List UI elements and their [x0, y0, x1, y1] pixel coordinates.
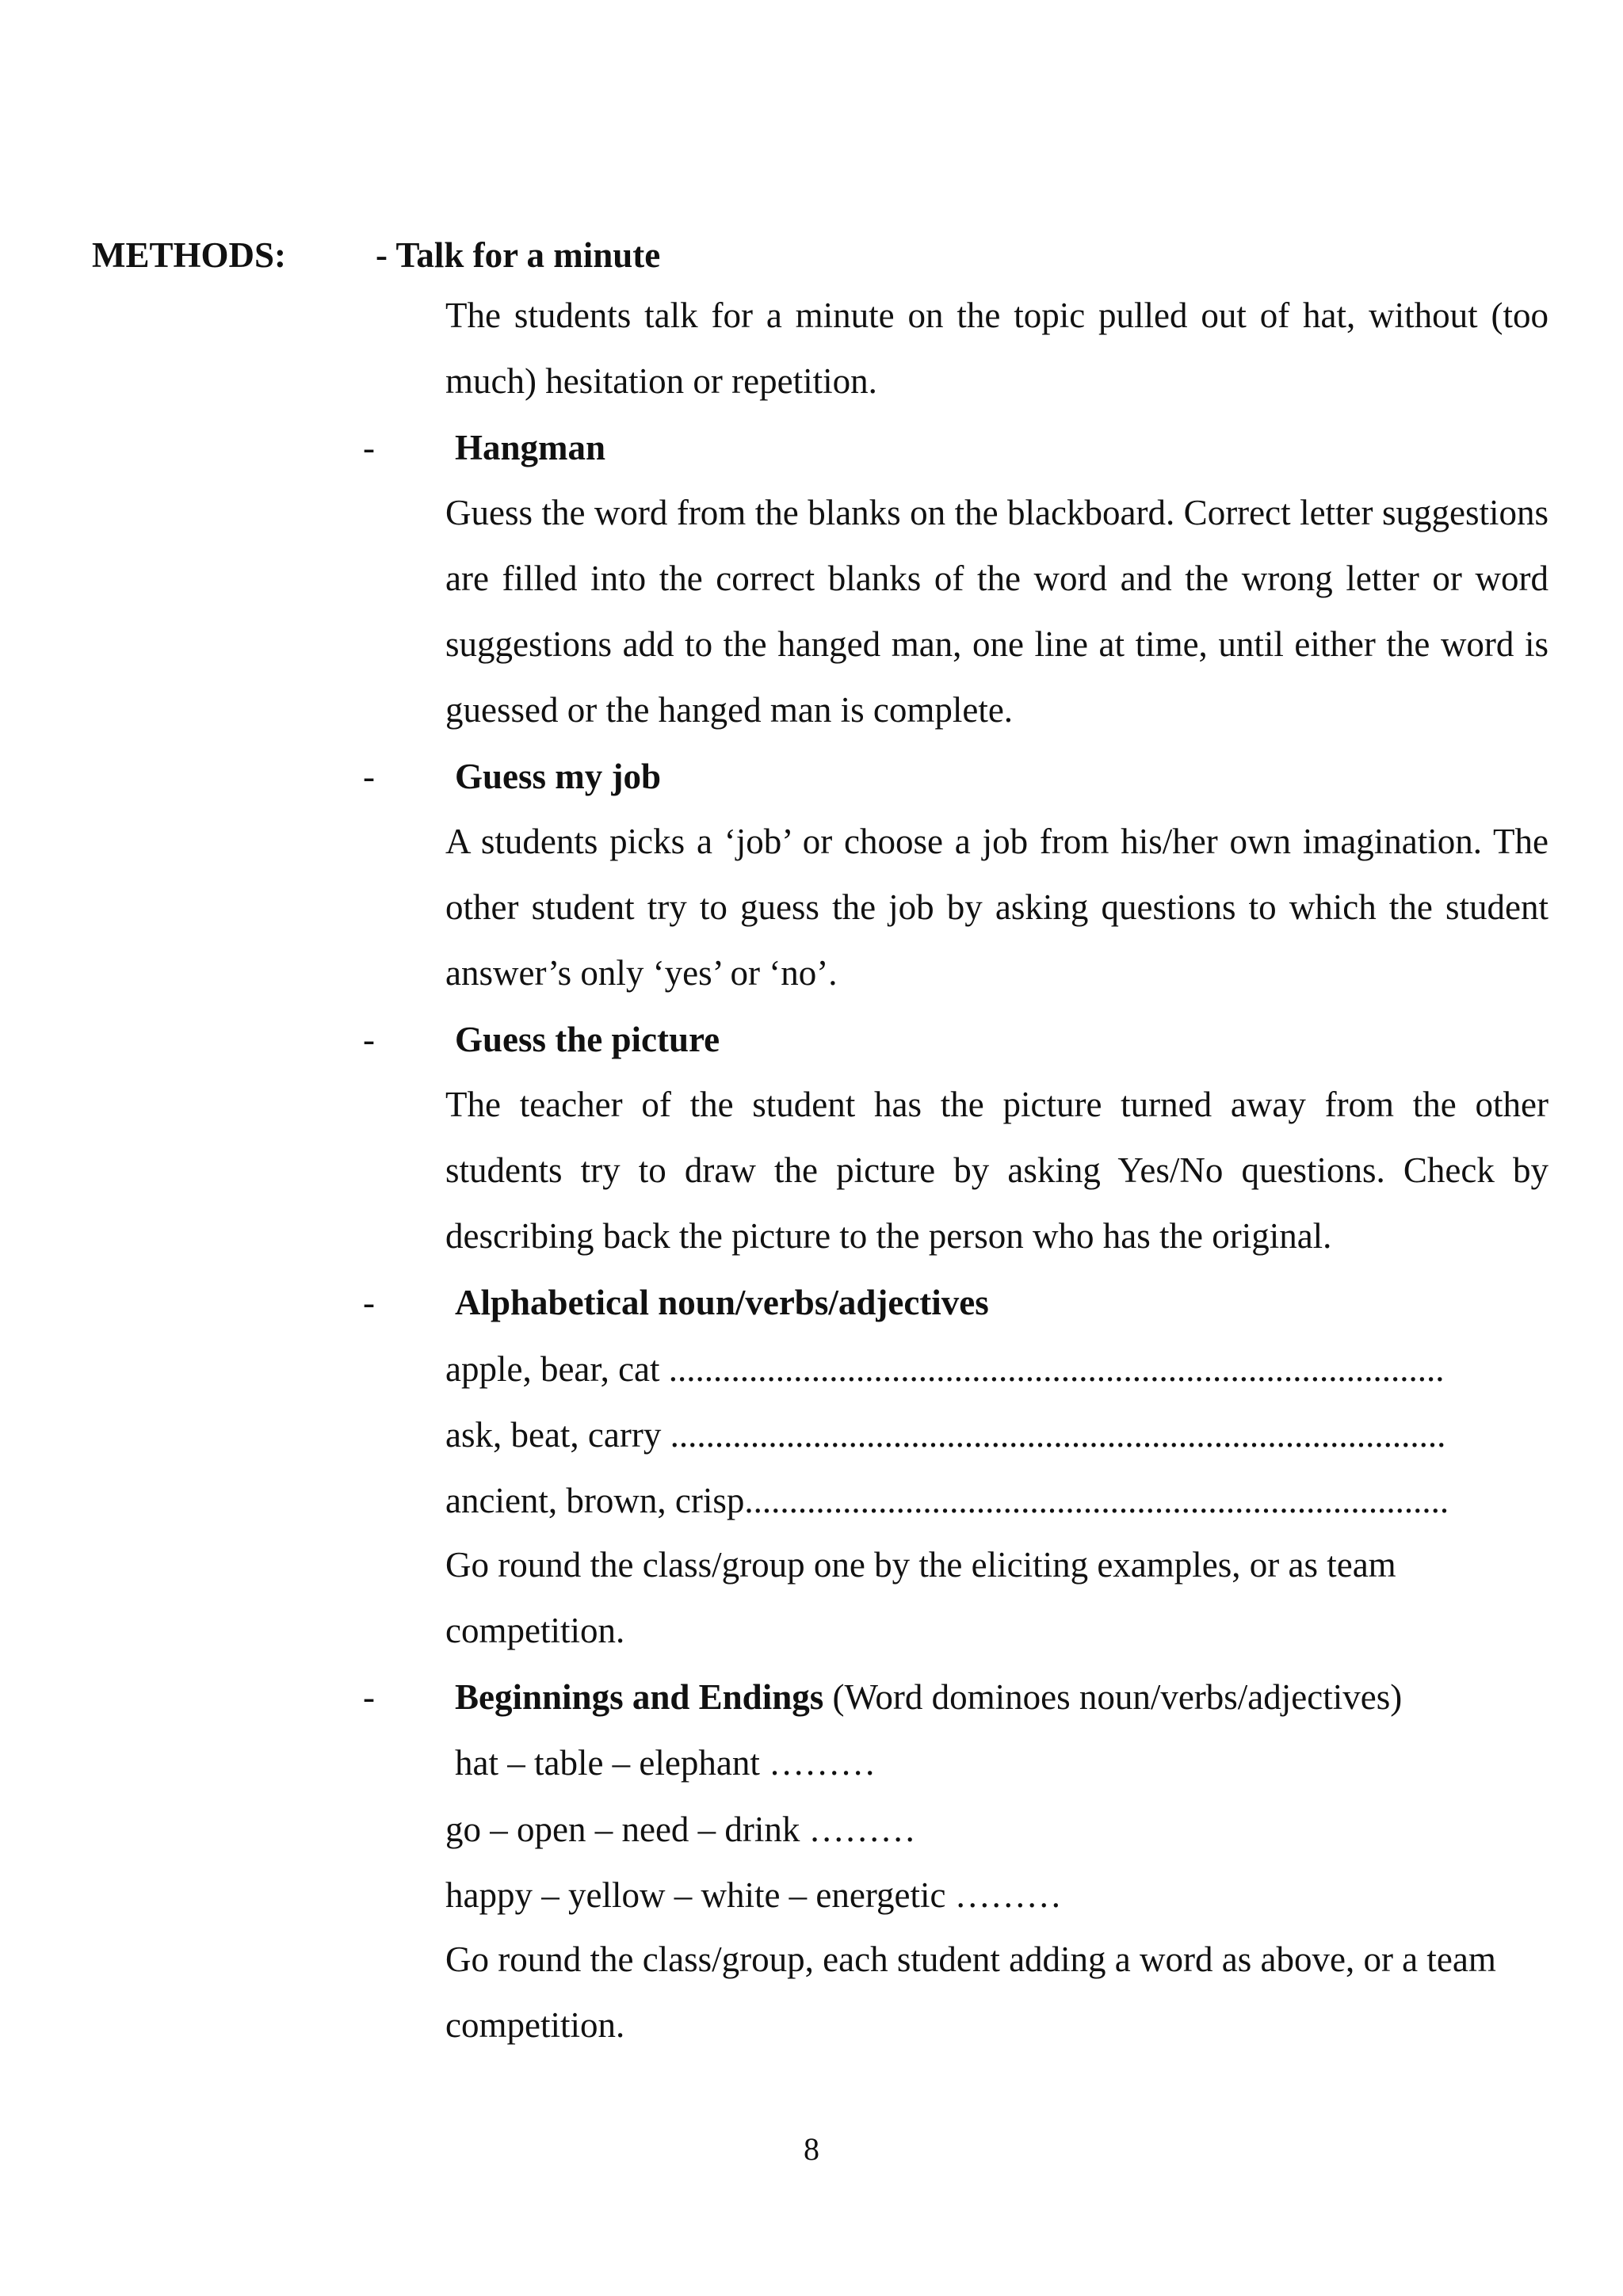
section-dash: -: [363, 428, 375, 467]
section-dash: -: [376, 235, 388, 275]
section-title: Talk for a minute: [395, 235, 661, 275]
section-body-guess-my-job: A students picks a ‘job’ or choose a job from his/her own imagination. The other student try to guess the job by asking questions to which the student answer’s only ‘yes’ or ‘no’.: [445, 822, 1549, 993]
section-dash: -: [363, 1283, 375, 1322]
section-title: Beginnings and Endings: [455, 1677, 824, 1717]
example-line: go – open – need – drink ………: [445, 1810, 916, 1849]
section-dash: -: [363, 1677, 375, 1717]
section-heading-talk-for-a-minute: [376, 230, 660, 280]
methods-label: METHODS:: [92, 235, 287, 275]
section-heading-guess-the-picture: Guess the picture: [455, 1020, 720, 1059]
section-heading-guess-my-job: Guess my job: [455, 757, 662, 796]
example-line: ancient, brown, crisp...............................................................................: [445, 1481, 1449, 1520]
section-dash: -: [363, 757, 375, 796]
section-body-beginnings-and-endings: Go round the class/group, each student adding a word as above, or a team competition.: [445, 1939, 1496, 2045]
example-line: apple, bear, cat .......................................................................................: [445, 1349, 1445, 1389]
section-body-hangman: Guess the word from the blanks on the blackboard. Correct letter suggestions are filled into the correct blanks of the word and the wrong letter or word suggestions add to the hanged man, one line at time, until either the word is guessed or the hanged man is complete.: [445, 493, 1549, 730]
section-body-guess-the-picture: The teacher of the student has the picture turned away from the other students try to draw the picture by asking Yes/No questions. Check by describing back the picture to the person who has the original.: [445, 1085, 1549, 1256]
example-line: hat – table – elephant ………: [455, 1743, 876, 1783]
example-line: ask, beat, carry .......................................................................................: [445, 1415, 1446, 1455]
section-heading-hangman: Hangman: [455, 428, 606, 467]
section-body-talk-for-a-minute: The students talk for a minute on the topic pulled out of hat, without (too much) hesitation or repetition.: [445, 296, 1549, 401]
section-heading-beginnings-and-endings: [455, 1672, 1402, 1722]
section-title-note: (Word dominoes noun/verbs/adjectives): [823, 1677, 1403, 1717]
page-number: 8: [804, 2131, 819, 2167]
section-heading-alphabetical: Alphabetical noun/verbs/adjectives: [455, 1283, 989, 1322]
section-dash: -: [363, 1020, 375, 1059]
example-line: happy – yellow – white – energetic ………: [445, 1875, 1062, 1915]
section-body-alphabetical: Go round the class/group one by the eliciting examples, or as team competition.: [445, 1545, 1396, 1650]
